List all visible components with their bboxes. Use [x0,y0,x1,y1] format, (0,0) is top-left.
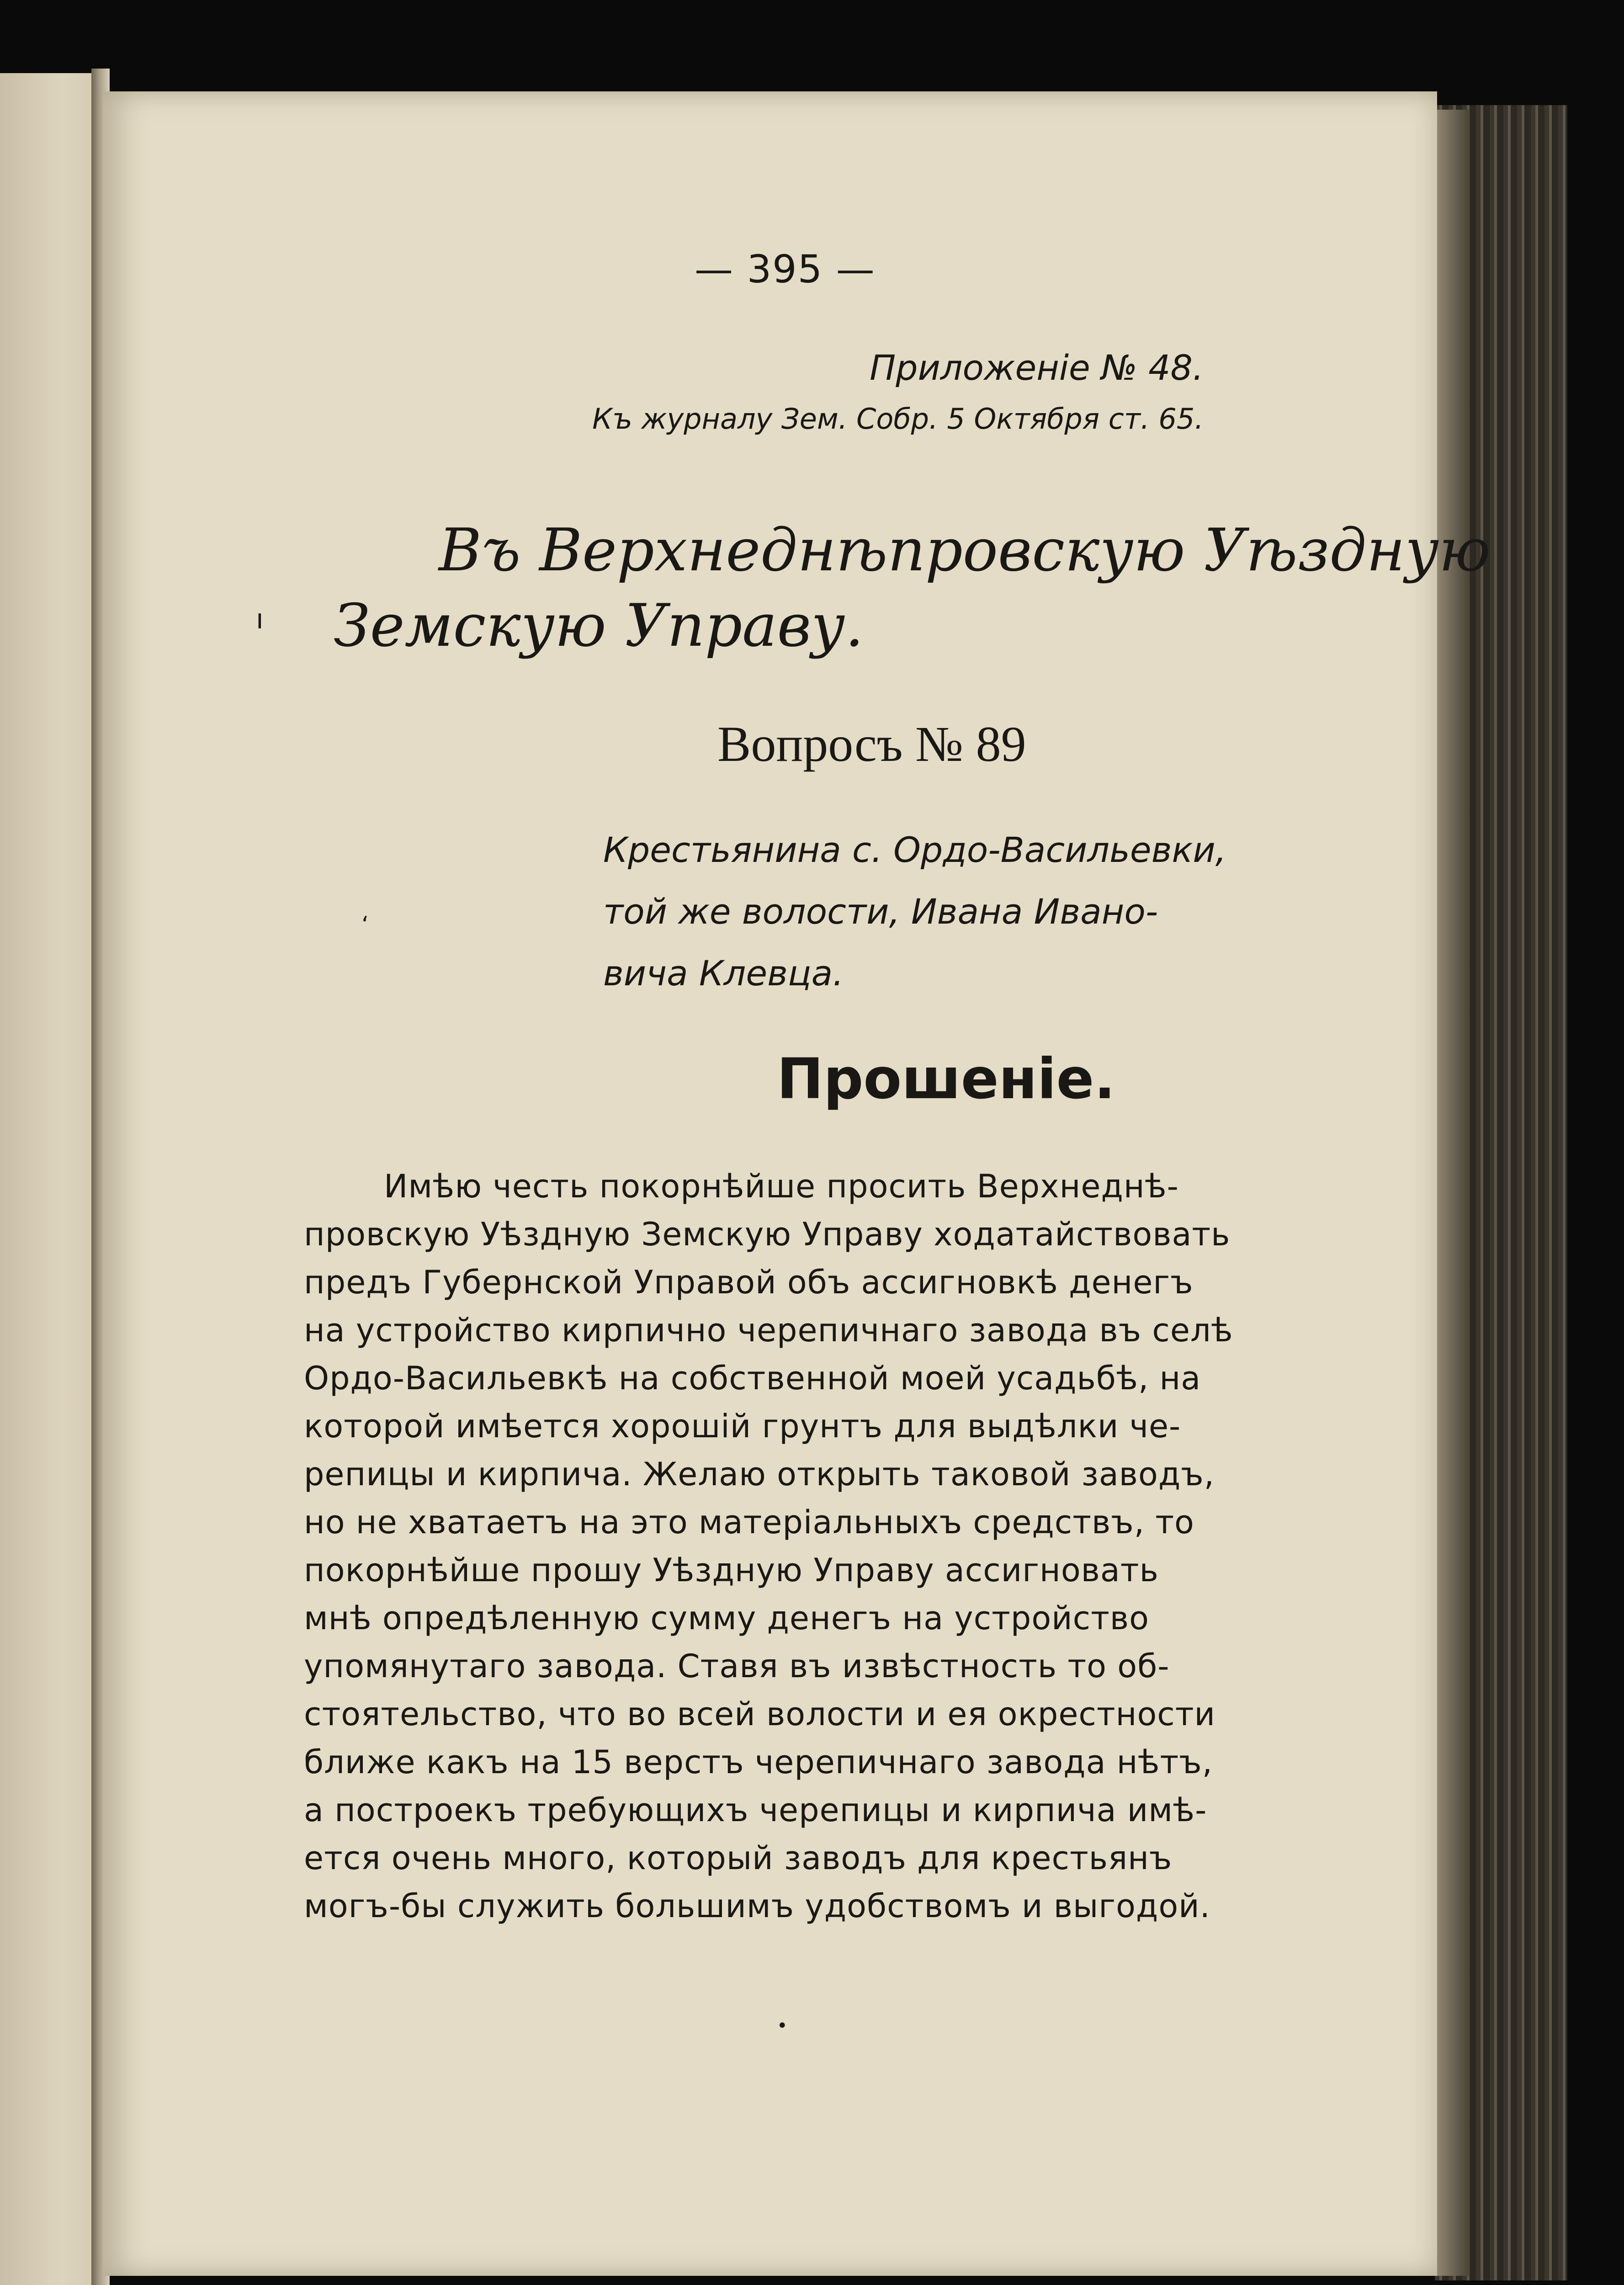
body-line-14: а построекъ требующихъ черепицы и кирпича имѣ- [304,1791,1207,1829]
body-line-16: могъ-бы служить большимъ удобствомъ и выгодой. [304,1887,1210,1925]
journal-reference: Къ журналу Зем. Собр. 5 Октября ст. 65. [592,402,1204,436]
petitioner-line-1: Крестьянина с. Ордо-Васильевки, [603,829,1226,870]
body-line-15: ется очень много, который заводъ для крестьянъ [304,1839,1173,1877]
body-line-9: покорнѣйше прошу Уѣздную Управу ассигновать [304,1552,1159,1589]
document-title: Прошенiе. [777,1047,1115,1111]
margin-mark: ، [361,900,369,927]
page-number: — 395 — [695,247,876,292]
address-line-1: Въ Верхнеднѣпровскую Уѣздную [439,516,1491,585]
margin-mark: ı [256,603,264,635]
body-line-10: мнѣ опредѣленную сумму денегъ на устройство [304,1600,1150,1637]
body-line-11: упомянутаго завода. Ставя въ извѣстность то об- [304,1647,1170,1685]
body-line-6: которой имѣется хорошiй грунтъ для выдѣлки че- [304,1408,1181,1445]
body-line-2: провскую Уѣздную Земскую Управу ходатайствовать [304,1216,1231,1253]
body-line-3: предъ Губернской Управой объ ассигновкѣ денегъ [304,1264,1194,1301]
petitioner-line-2: той же волости, Ивана Ивано- [603,891,1158,932]
question-number: Вопросъ № 89 [717,716,1026,772]
body-line-7: репицы и кирпича. Желаю открыть таковой заводъ, [304,1456,1215,1493]
body-line-1: Имѣю честь покорнѣйше просить Верхнеднѣ- [384,1168,1179,1205]
petitioner-line-3: вича Клевца. [603,953,844,994]
body-line-12: стоятельство, что во всей волости и ея окрестности [304,1695,1216,1733]
previous-page-edge [0,73,103,2285]
body-line-5: Ордо-Васильевкѣ на собственной моей усадьбѣ, на [304,1360,1201,1397]
body-line-4: на устройство кирпично черепичнаго завода въ селѣ [304,1312,1233,1349]
address-line-2: Земскую Управу. [334,592,864,660]
appendix-number: Приложенiе № 48. [870,347,1204,388]
body-line-8: но не хватаетъ на это матерiальныхъ средствъ, то [304,1504,1194,1541]
body-line-13: ближе какъ на 15 верстъ черепичнаго завода нѣтъ, [304,1743,1213,1781]
page-edge-highlight [1437,110,1469,2276]
page-speck: • [777,2015,788,2036]
